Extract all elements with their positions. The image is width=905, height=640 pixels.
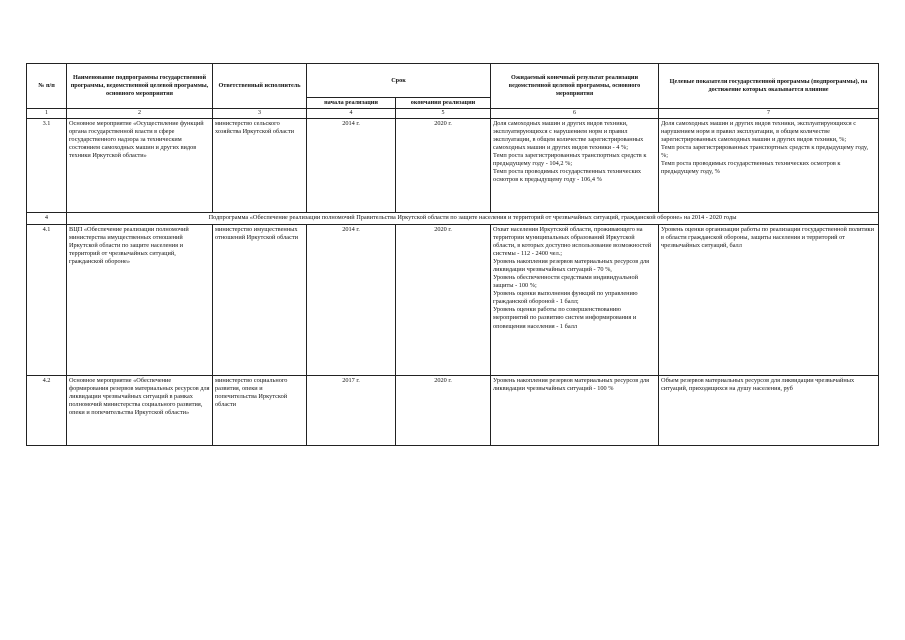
program-table [26,63,879,446]
row-name: ВЦП «Обеспечение реализации полномочий министерства имущественных отношений Иркутской области по защите населения и территорий от чрезвычайных ситуаций, гражданской обороне» [67,224,213,375]
column-number: 4 [307,108,396,118]
header-start: начала реализации [307,98,396,109]
row-end: 2020 г. [396,375,491,445]
row-result: Доля самоходных машин и других видов техники, эксплуатирующихся с нарушением норм и правил эксплуатации, в общем количестве зарегистрированных самоходных машин и других видов техники - 4 %; Темп роста зарегистрированных транспортных средств к предыдущему году - 104,2 %; Темп роста проводимых государственных технических осмотров к предыдущему году - 106,4 % [491,118,659,212]
row-name: Основное мероприятие «Обеспечение формирования резервов материальных ресурсов для ликвидации чрезвычайных ситуаций в рамках полномочий министерства социального развития, опеки и попечительства Иркутской области» [67,375,213,445]
column-number-row [27,108,879,118]
row-responsible: министерство имущественных отношений Иркутской области [213,224,307,375]
column-number: 1 [27,108,67,118]
row-number: 4.1 [27,224,67,375]
row-indicators: Объем резервов материальных ресурсов для ликвидации чрезвычайных ситуаций, приходящихся на душу населения, руб [659,375,879,445]
row-responsible: министерство социального развития, опеки и попечительства Иркутской области [213,375,307,445]
row-end: 2020 г. [396,224,491,375]
column-number: 6 [491,108,659,118]
row-end: 2020 г. [396,118,491,212]
header-row [27,64,879,98]
row-result: Уровень накопления резервов материальных ресурсов для ликвидации чрезвычайных ситуаций - 100 % [491,375,659,445]
row-start: 2014 г. [307,118,396,212]
header-name: Наименование подпрограммы государственной программы, ведомственной целевой программы, основного мероприятия [67,64,213,109]
table-row [27,224,879,375]
row-result: Охват населения Иркутской области, проживающего на территории муниципальных образований Иркутской области, в которых доступно использование возможностей системы - 112 - 2400 чел.; Уровень накопления резервов материальных ресурсов для ликвидации чрезвычайных ситуаций - 70 %, Уровень обеспеченности средствами индивидуальной защиты - 100 %; Уровень оценки выполнения функций по управлению гражданской обороной - 1 балл; Уровень оценки работы по совершенствованию мероприятий по развитию систем информирования и оповещения населения - 1 балл [491,224,659,375]
column-number: 3 [213,108,307,118]
column-number: 5 [396,108,491,118]
row-indicators: Доля самоходных машин и других видов техники, эксплуатирующихся с нарушением норм и правил эксплуатации, в общем количестве зарегистрированных самоходных машин и других видов техники, %; Темп роста зарегистрированных транспортных средств к предыдущему году, %; Темп роста проводимых государственных технических осмотров к предыдущему году, % [659,118,879,212]
header-indicators: Целевые показатели государственной программы (подпрограммы), на достижение которых оказывается влияние [659,64,879,109]
row-number: 3.1 [27,118,67,212]
header-responsible: Ответственный исполнитель [213,64,307,109]
row-start: 2017 г. [307,375,396,445]
column-number: 7 [659,108,879,118]
column-number: 2 [67,108,213,118]
row-start: 2014 г. [307,224,396,375]
table-row [27,118,879,212]
subprogram-number: 4 [27,212,67,224]
table-row [27,375,879,445]
subprogram-row [27,212,879,224]
row-name: Основное мероприятие «Осуществление функций органа государственной власти в сфере государственного надзора за техническим состоянием самоходных машин и других видов техники Иркутской области» [67,118,213,212]
header-number: № п/п [27,64,67,109]
row-responsible: министерство сельского хозяйства Иркутской области [213,118,307,212]
header-end: окончания реализации [396,98,491,109]
row-indicators: Уровень оценки организации работы по реализации государственной политики в области гражданской обороны, защиты населения и территорий от чрезвычайных ситуаций, балл [659,224,879,375]
header-result: Ожидаемый конечный результат реализации ведомственной целевой программы, основного мероприятия [491,64,659,109]
row-number: 4.2 [27,375,67,445]
header-term: Срок [307,64,491,98]
subprogram-title: Подпрограмма «Обеспечение реализации полномочий Правительства Иркутской области по защите населения и территорий от чрезвычайных ситуаций, гражданской обороне» на 2014 - 2020 годы [67,212,879,224]
